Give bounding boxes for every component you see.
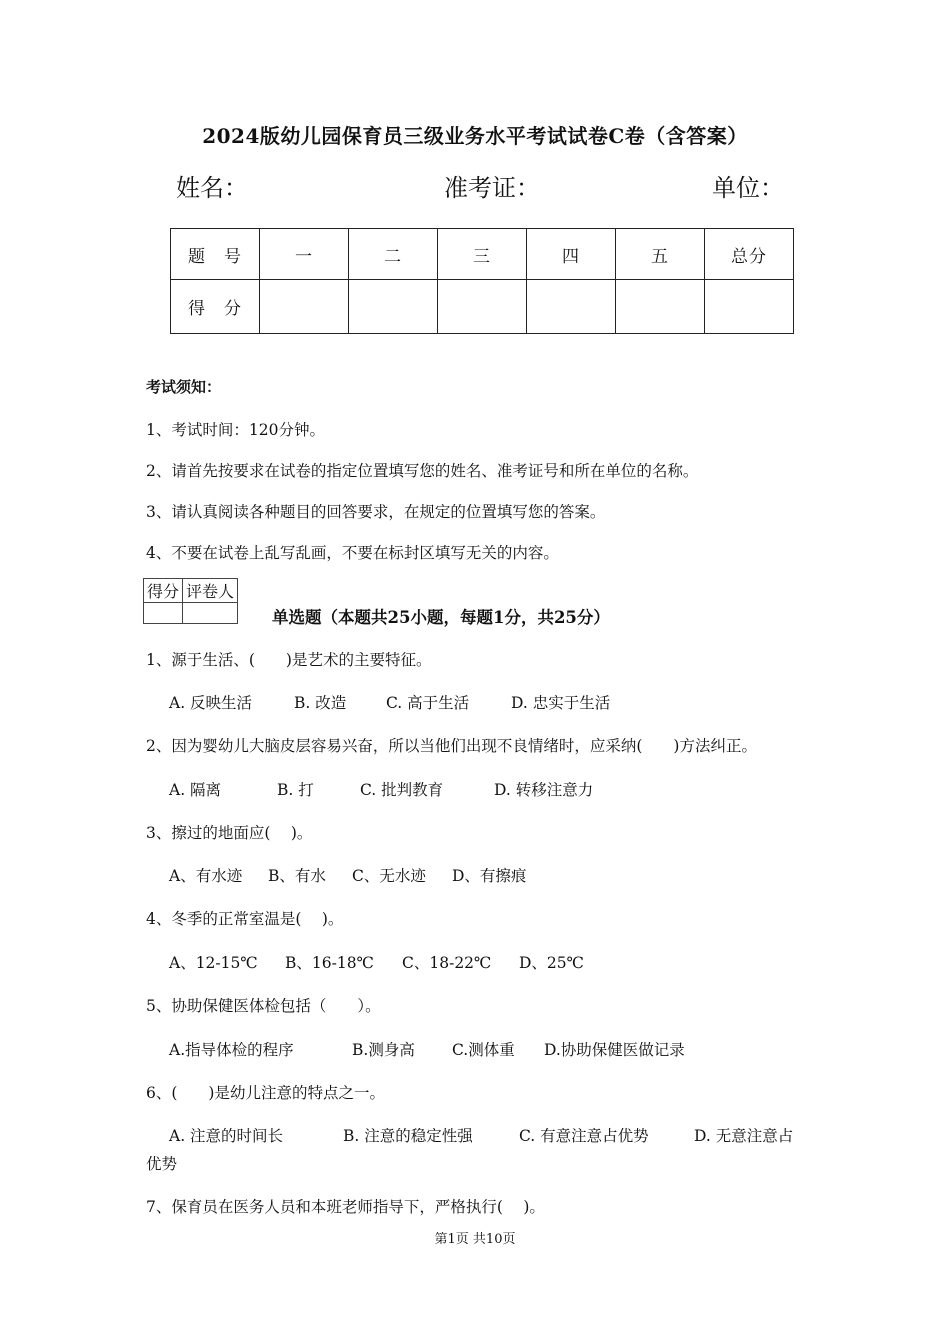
question-option: B、16-18℃: [285, 954, 374, 972]
score-table-row-label: 得 分: [171, 280, 260, 334]
question-option-wrap: 优势: [146, 1155, 178, 1173]
score-cell[interactable]: [349, 280, 438, 334]
score-table-column: 三: [438, 229, 527, 280]
question-option: C.测体重: [452, 1041, 515, 1059]
page-title: 2024版幼儿园保育员三级业务水平考试试卷C卷（含答案）: [202, 124, 748, 148]
question-option: B、有水: [268, 867, 326, 885]
question-option: A、12-15℃: [169, 954, 258, 972]
score-cell[interactable]: [527, 280, 616, 334]
question-text: 2、因为婴幼儿大脑皮层容易兴奋，所以当他们出现不良情绪时，应采纳( )方法纠正。: [146, 737, 757, 755]
page-footer: 第1页 共10页: [434, 1232, 516, 1247]
notice-item: 3、请认真阅读各种题目的回答要求，在规定的位置填写您的答案。: [146, 503, 606, 521]
score-table-header-label: 题 号: [171, 229, 260, 280]
name-label: 姓名：: [176, 174, 248, 202]
question-option: C、18-22℃: [402, 954, 492, 972]
question-option: C、无水迹: [352, 867, 426, 885]
question-option: A. 反映生活: [169, 694, 253, 712]
question-text: 7、保育员在医务人员和本班老师指导下，严格执行( )。: [146, 1198, 545, 1216]
score-table-column: 一: [260, 229, 349, 280]
question-option: D. 忠实于生活: [511, 694, 611, 712]
question-option: A. 隔离: [169, 781, 222, 799]
question-option: D、25℃: [519, 954, 584, 972]
score-table-column: 总分: [705, 229, 794, 280]
question-option: C. 批判教育: [360, 781, 444, 799]
score-cell[interactable]: [260, 280, 349, 334]
question-option: D.协助保健医做记录: [544, 1041, 685, 1059]
score-table-score-row: [171, 280, 794, 334]
score-table-header-row: [171, 229, 794, 280]
grader-name-label: 评卷人: [183, 579, 238, 603]
question-option: C. 有意注意占优势: [519, 1127, 649, 1145]
score-cell[interactable]: [705, 280, 794, 334]
score-cell[interactable]: [438, 280, 527, 334]
score-cell[interactable]: [616, 280, 705, 334]
question-option: D、有擦痕: [452, 867, 527, 885]
ticket-number-label: 准考证：: [444, 174, 540, 202]
question-option: B. 打: [277, 781, 314, 799]
question-option: C. 高于生活: [386, 694, 470, 712]
score-table: [170, 228, 794, 334]
question-option: D. 无意注意占: [694, 1127, 794, 1145]
question-text: 3、擦过的地面应( )。: [146, 824, 313, 842]
question-text: 5、协助保健医体检包括（ ）。: [146, 997, 381, 1015]
question-option: B. 注意的稳定性强: [343, 1127, 473, 1145]
section-title: 单选题（本题共25小题，每题1分，共25分）: [272, 608, 610, 627]
unit-label: 单位：: [712, 174, 784, 202]
score-table-column: 二: [349, 229, 438, 280]
notice-item: 2、请首先按要求在试卷的指定位置填写您的姓名、准考证号和所在单位的名称。: [146, 462, 699, 480]
question-text: 4、冬季的正常室温是( )。: [146, 910, 344, 928]
question-option: D. 转移注意力: [494, 781, 594, 799]
question-option: A. 注意的时间长: [169, 1127, 284, 1145]
question-option: B.测身高: [352, 1041, 415, 1059]
grader-box: [143, 578, 238, 624]
question-option: A.指导体检的程序: [169, 1041, 294, 1059]
grader-name-cell[interactable]: [183, 603, 238, 624]
question-text: 6、( )是幼儿注意的特点之一。: [146, 1084, 385, 1102]
question-option: B. 改造: [294, 694, 347, 712]
score-table-column: 五: [616, 229, 705, 280]
notice-item: 4、不要在试卷上乱写乱画，不要在标封区填写无关的内容。: [146, 544, 559, 562]
score-table-column: 四: [527, 229, 616, 280]
grader-score-cell[interactable]: [144, 603, 183, 624]
question-text: 1、源于生活、( )是艺术的主要特征。: [146, 651, 432, 669]
question-option: A、有水迹: [169, 867, 243, 885]
notice-heading: 考试须知：: [146, 378, 222, 396]
grader-score-label: 得分: [144, 579, 183, 603]
notice-item: 1、考试时间：120分钟。: [146, 421, 325, 439]
